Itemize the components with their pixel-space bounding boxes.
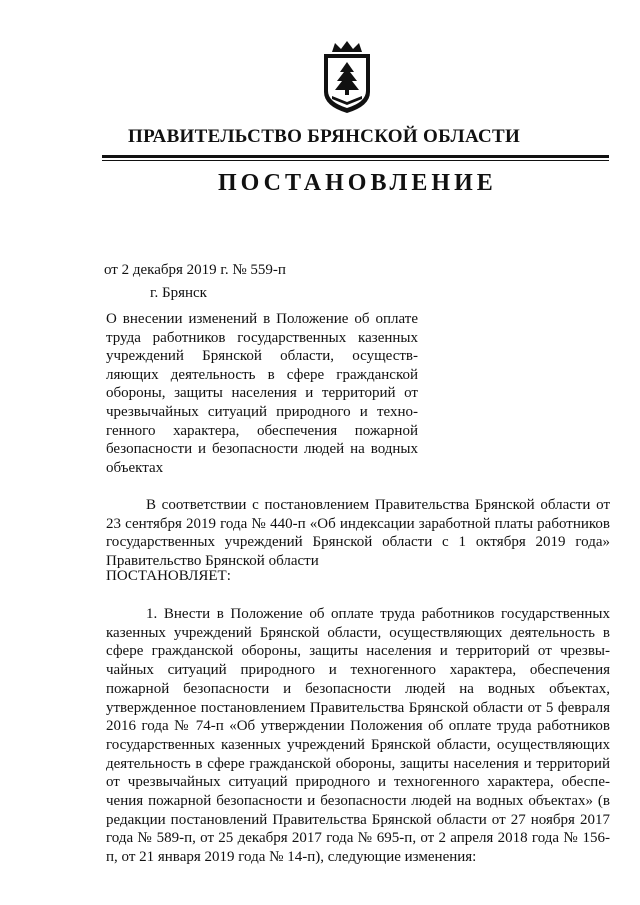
government-title: ПРАВИТЕЛЬСТВО БРЯНСКОЙ ОБЛАСТИ bbox=[128, 126, 521, 147]
preamble-paragraph: В соответствии с постановлением Правительства Брянской области от 23 сентября 2019 года № 440-п «Об индексации заработной платы работников государственных учреждений Брянской области с 1 октября 2019 года» Правительство Брянской области bbox=[106, 497, 610, 569]
document-date-number: от 2 декабря 2019 г. № 559-п bbox=[104, 262, 286, 278]
document-type: ПОСТАНОВЛЕНИЕ bbox=[218, 170, 497, 196]
decree-word: ПОСТАНОВЛЯЕТ: bbox=[106, 568, 231, 584]
header-rule-thin bbox=[102, 160, 609, 161]
item-1-paragraph: 1. Внести в Положение об оплате труда работников государственных казенных учреждений Брянской области, осуществляющих деятельность в сфере гражданской обороны, защиты населения и территорий от чрезвычайных ситуаций природного и техногенного характера, обеспечения пожарной безопасности и безопасности людей на водных объектах, утвержденное постановлением Правительства Брянской области от 5 февраля 2016 года № 74-п «Об утверждении Положения об оплате труда работников государственных казенных учреждений Брянской области, осуществляющих деятельность в сфере гражданской обороны, защиты населения и территорий от чрезвычайных ситуаций природного и техногенного характера, обеспечения пожарной безопасности и безопасности людей на водных объектах» (в редакции постановлений Правительства Брянской области от 27 ноября 2017 года № 589-п, от 25 декабря 2017 года № 695-п, от 2 апреля 2018 года № 156-п, от 21 января 2019 года № 14-п), следующие изменения: bbox=[106, 606, 610, 866]
document-city: г. Брянск bbox=[150, 285, 207, 301]
header-rule-thick bbox=[102, 155, 609, 158]
document-subject: О внесении изменений в Положение об оплате труда работников государственных казенных учреждений Брянской области, осуществляющих деятельность в сфере гражданской обороны, защиты населения и территорий от чрезвычайных ситуаций природного и техногенного характера, обеспечения пожарной безопасности и безопасности людей на водных объектах bbox=[106, 311, 418, 476]
bryansk-coat-of-arms-icon bbox=[320, 40, 374, 114]
